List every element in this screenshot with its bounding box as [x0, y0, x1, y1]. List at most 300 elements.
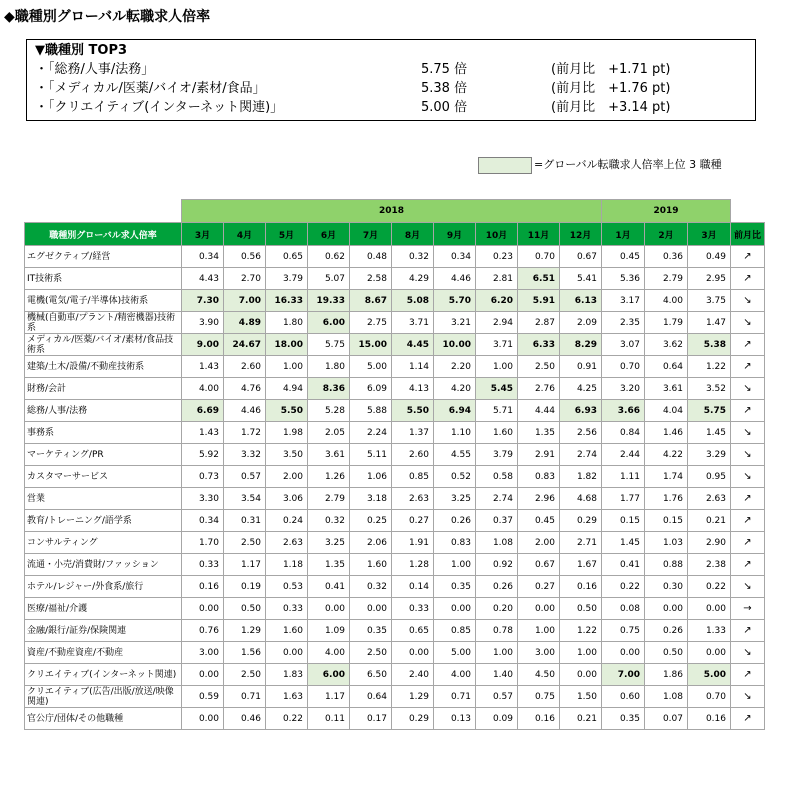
table-cell: 5.41 — [560, 268, 602, 290]
trend-arrow-icon: ↗ — [731, 356, 765, 378]
table-cell: 4.00 — [645, 290, 688, 312]
row-category: 官公庁/団体/その他職種 — [25, 708, 182, 730]
header-month: 1月 — [602, 223, 645, 246]
table-cell: 7.00 — [602, 664, 645, 686]
table-row — [25, 708, 765, 730]
table-cell: 2.05 — [308, 422, 350, 444]
table-cell: 5.88 — [350, 400, 392, 422]
table-cell: 2.63 — [688, 488, 731, 510]
table-cell: 0.50 — [560, 598, 602, 620]
trend-arrow-icon: ↘ — [731, 312, 765, 334]
table-cell: 0.84 — [602, 422, 645, 444]
table-cell: 6.69 — [182, 400, 224, 422]
row-category: 金融/銀行/証券/保険関連 — [25, 620, 182, 642]
table-cell: 4.22 — [645, 444, 688, 466]
table-cell: 0.07 — [645, 708, 688, 730]
table-cell: 0.36 — [645, 246, 688, 268]
table-cell: 8.67 — [350, 290, 392, 312]
trend-arrow-icon: ↗ — [731, 510, 765, 532]
table-cell: 2.00 — [518, 532, 560, 554]
table-cell: 2.63 — [392, 488, 434, 510]
table-cell: 0.45 — [602, 246, 645, 268]
table-cell: 1.70 — [182, 532, 224, 554]
table-cell: 2.74 — [476, 488, 518, 510]
table-cell: 0.46 — [224, 708, 266, 730]
table-cell: 0.00 — [560, 664, 602, 686]
table-cell: 0.75 — [518, 686, 560, 708]
table-cell: 0.24 — [266, 510, 308, 532]
table-cell: 0.17 — [350, 708, 392, 730]
table-cell: 6.00 — [308, 312, 350, 334]
row-category: カスタマーサービス — [25, 466, 182, 488]
trend-arrow-icon: ↘ — [731, 290, 765, 312]
header-month: 3月 — [182, 223, 224, 246]
table-cell: 3.30 — [182, 488, 224, 510]
table-cell: 0.52 — [434, 466, 476, 488]
table-cell: 0.27 — [392, 510, 434, 532]
table-cell: 1.63 — [266, 686, 308, 708]
table-cell: 4.29 — [392, 268, 434, 290]
table-cell: 0.78 — [476, 620, 518, 642]
table-cell: 4.00 — [182, 378, 224, 400]
table-cell: 10.00 — [434, 334, 476, 356]
table-cell: 1.98 — [266, 422, 308, 444]
table-cell: 5.50 — [266, 400, 308, 422]
table-cell: 2.24 — [350, 422, 392, 444]
table-cell: 0.00 — [392, 642, 434, 664]
table-cell: 3.32 — [224, 444, 266, 466]
trend-arrow-icon: → — [731, 598, 765, 620]
table-cell: 0.58 — [476, 466, 518, 488]
table-cell: 4.45 — [392, 334, 434, 356]
table-cell: 4.68 — [560, 488, 602, 510]
top3-category: ・「クリエイティブ(インターネット関連)」 — [35, 100, 284, 115]
table-cell: 0.45 — [518, 510, 560, 532]
table-row — [25, 334, 765, 356]
table-cell: 0.85 — [392, 466, 434, 488]
table-cell: 5.92 — [182, 444, 224, 466]
table-row — [25, 598, 765, 620]
table-cell: 7.00 — [224, 290, 266, 312]
table-cell: 0.00 — [518, 598, 560, 620]
table-cell: 4.04 — [645, 400, 688, 422]
table-cell: 0.00 — [350, 598, 392, 620]
trend-arrow-icon: ↗ — [731, 554, 765, 576]
trend-arrow-icon: ↘ — [731, 576, 765, 598]
table-cell: 1.29 — [224, 620, 266, 642]
trend-arrow-icon: ↘ — [731, 444, 765, 466]
legend-swatch — [478, 157, 532, 174]
top3-category: ・「メディカル/医薬/バイオ/素材/食品」 — [35, 81, 266, 96]
header-month: 2月 — [645, 223, 688, 246]
table-cell: 0.56 — [224, 246, 266, 268]
header-mom: 前月比 — [731, 223, 765, 246]
table-cell: 5.08 — [392, 290, 434, 312]
table-cell: 0.91 — [560, 356, 602, 378]
row-category: IT技術系 — [25, 268, 182, 290]
year-header-2018: 2018 — [182, 200, 602, 223]
row-category: 教育/トレーニング/語学系 — [25, 510, 182, 532]
table-cell: 4.94 — [266, 378, 308, 400]
table-cell: 0.27 — [518, 576, 560, 598]
table-cell: 2.79 — [308, 488, 350, 510]
row-category: 流通・小売/消費財/ファッション — [25, 554, 182, 576]
trend-arrow-icon: ↗ — [731, 268, 765, 290]
table-cell: 0.23 — [476, 246, 518, 268]
table-cell: 5.28 — [308, 400, 350, 422]
table-cell: 4.43 — [182, 268, 224, 290]
table-cell: 0.50 — [224, 598, 266, 620]
row-category: ホテル/レジャー/外食系/旅行 — [25, 576, 182, 598]
table-cell: 0.95 — [688, 466, 731, 488]
table-cell: 1.46 — [645, 422, 688, 444]
table-cell: 4.55 — [434, 444, 476, 466]
table-cell: 0.00 — [645, 598, 688, 620]
table-row — [25, 422, 765, 444]
table-cell: 1.00 — [560, 642, 602, 664]
table-cell: 0.26 — [434, 510, 476, 532]
top3-change: (前月比 +3.14 pt) — [551, 100, 671, 115]
table-cell: 3.29 — [688, 444, 731, 466]
row-category: 営業 — [25, 488, 182, 510]
table-cell: 1.60 — [350, 554, 392, 576]
table-cell: 0.71 — [224, 686, 266, 708]
table-cell: 5.07 — [308, 268, 350, 290]
top3-summary-box — [26, 39, 756, 121]
header-month: 11月 — [518, 223, 560, 246]
table-row — [25, 246, 765, 268]
table-cell: 1.00 — [266, 356, 308, 378]
table-cell: 0.34 — [182, 246, 224, 268]
top3-row — [35, 79, 747, 98]
table-cell: 0.37 — [476, 510, 518, 532]
table-cell: 0.16 — [560, 576, 602, 598]
table-cell: 1.00 — [518, 620, 560, 642]
table-cell: 5.75 — [688, 400, 731, 422]
header-month: 3月 — [688, 223, 731, 246]
table-cell: 5.36 — [602, 268, 645, 290]
table-cell: 1.03 — [645, 532, 688, 554]
table-cell: 0.00 — [182, 598, 224, 620]
table-cell: 0.83 — [434, 532, 476, 554]
table-cell: 1.80 — [266, 312, 308, 334]
trend-arrow-icon: ↗ — [731, 708, 765, 730]
table-cell: 16.33 — [266, 290, 308, 312]
table-cell: 3.07 — [602, 334, 645, 356]
table-cell: 2.58 — [350, 268, 392, 290]
table-cell: 2.71 — [560, 532, 602, 554]
top3-value: 5.38 倍 — [421, 81, 468, 96]
table-cell: 6.94 — [434, 400, 476, 422]
table-cell: 4.25 — [560, 378, 602, 400]
table-cell: 5.75 — [308, 334, 350, 356]
table-cell: 0.00 — [602, 642, 645, 664]
table-cell: 1.28 — [392, 554, 434, 576]
table-cell: 1.43 — [182, 422, 224, 444]
table-row — [25, 488, 765, 510]
table-cell: 0.16 — [688, 708, 731, 730]
table-cell: 0.33 — [392, 598, 434, 620]
table-cell: 0.20 — [476, 598, 518, 620]
table-cell: 0.70 — [518, 246, 560, 268]
table-cell: 3.52 — [688, 378, 731, 400]
header-month: 9月 — [434, 223, 476, 246]
table-cell: 3.17 — [602, 290, 645, 312]
table-row — [25, 532, 765, 554]
table-cell: 1.22 — [560, 620, 602, 642]
row-category: クリエイティブ(広告/出版/放送/映像関連) — [25, 686, 182, 708]
table-cell: 8.36 — [308, 378, 350, 400]
table-cell: 1.35 — [518, 422, 560, 444]
table-cell: 2.20 — [434, 356, 476, 378]
header-month: 6月 — [308, 223, 350, 246]
header-corner — [25, 200, 182, 223]
top3-change: (前月比 +1.71 pt) — [551, 62, 671, 77]
top3-category: ・「総務/人事/法務」 — [35, 62, 155, 77]
row-category: 機械(自動車/プラント/精密機器)技術系 — [25, 312, 182, 334]
table-cell: 1.83 — [266, 664, 308, 686]
table-cell: 2.09 — [560, 312, 602, 334]
table-cell: 2.75 — [350, 312, 392, 334]
table-cell: 4.76 — [224, 378, 266, 400]
header-month: 5月 — [266, 223, 308, 246]
table-row — [25, 444, 765, 466]
table-cell: 0.00 — [688, 642, 731, 664]
row-category: クリエイティブ(インターネット関連) — [25, 664, 182, 686]
table-cell: 3.00 — [518, 642, 560, 664]
table-cell: 0.25 — [350, 510, 392, 532]
table-cell: 0.21 — [688, 510, 731, 532]
trend-arrow-icon: ↗ — [731, 334, 765, 356]
table-cell: 4.44 — [518, 400, 560, 422]
table-cell: 4.20 — [434, 378, 476, 400]
table-cell: 6.13 — [560, 290, 602, 312]
table-cell: 0.49 — [688, 246, 731, 268]
table-cell: 5.00 — [350, 356, 392, 378]
row-category: エグゼクティブ/経営 — [25, 246, 182, 268]
row-category: 電機(電気/電子/半導体)技術系 — [25, 290, 182, 312]
table-cell: 15.00 — [350, 334, 392, 356]
table-cell: 3.18 — [350, 488, 392, 510]
table-cell: 5.00 — [434, 642, 476, 664]
table-row — [25, 400, 765, 422]
header-month: 7月 — [350, 223, 392, 246]
table-cell: 3.71 — [392, 312, 434, 334]
top3-row — [35, 98, 747, 117]
row-category: 建築/土木/設備/不動産技術系 — [25, 356, 182, 378]
table-cell: 3.75 — [688, 290, 731, 312]
table-cell: 6.51 — [518, 268, 560, 290]
table-cell: 4.50 — [518, 664, 560, 686]
table-cell: 1.35 — [308, 554, 350, 576]
table-cell: 2.90 — [688, 532, 731, 554]
table-cell: 1.47 — [688, 312, 731, 334]
top3-value: 5.75 倍 — [421, 62, 468, 77]
table-cell: 0.83 — [518, 466, 560, 488]
table-cell: 7.30 — [182, 290, 224, 312]
table-cell: 1.10 — [434, 422, 476, 444]
header-blank — [731, 200, 765, 223]
page-title: ◆職種別グローバル転職求人倍率 — [4, 9, 211, 25]
table-cell: 0.00 — [182, 708, 224, 730]
table-cell: 1.74 — [645, 466, 688, 488]
table-cell: 0.00 — [266, 642, 308, 664]
table-cell: 5.70 — [434, 290, 476, 312]
trend-arrow-icon: ↗ — [731, 620, 765, 642]
table-cell: 1.18 — [266, 554, 308, 576]
trend-arrow-icon: ↗ — [731, 664, 765, 686]
table-cell: 3.21 — [434, 312, 476, 334]
table-cell: 2.60 — [392, 444, 434, 466]
table-cell: 2.79 — [645, 268, 688, 290]
table-cell: 0.33 — [266, 598, 308, 620]
table-cell: 0.00 — [308, 598, 350, 620]
table-cell: 1.43 — [182, 356, 224, 378]
table-cell: 1.08 — [645, 686, 688, 708]
table-row — [25, 510, 765, 532]
table-cell: 3.00 — [182, 642, 224, 664]
table-cell: 1.17 — [308, 686, 350, 708]
table-cell: 3.50 — [266, 444, 308, 466]
table-cell: 0.26 — [645, 620, 688, 642]
table-cell: 3.62 — [645, 334, 688, 356]
table-cell: 0.30 — [645, 576, 688, 598]
table-cell: 0.67 — [518, 554, 560, 576]
table-cell: 0.48 — [350, 246, 392, 268]
table-cell: 0.71 — [434, 686, 476, 708]
table-cell: 2.74 — [560, 444, 602, 466]
table-cell: 0.00 — [182, 664, 224, 686]
table-cell: 0.22 — [688, 576, 731, 598]
trend-arrow-icon: ↘ — [731, 466, 765, 488]
year-header-2019: 2019 — [602, 200, 731, 223]
table-row — [25, 620, 765, 642]
row-category: 総務/人事/法務 — [25, 400, 182, 422]
table-cell: 1.79 — [645, 312, 688, 334]
trend-arrow-icon: ↘ — [731, 686, 765, 708]
table-cell: 4.46 — [224, 400, 266, 422]
table-cell: 3.54 — [224, 488, 266, 510]
table-cell: 4.13 — [392, 378, 434, 400]
table-cell: 0.22 — [266, 708, 308, 730]
table-cell: 3.61 — [645, 378, 688, 400]
table-cell: 1.72 — [224, 422, 266, 444]
table-cell: 9.00 — [182, 334, 224, 356]
table-cell: 0.64 — [645, 356, 688, 378]
table-cell: 0.70 — [688, 686, 731, 708]
table-cell: 1.22 — [688, 356, 731, 378]
table-cell: 0.14 — [392, 576, 434, 598]
trend-arrow-icon: ↘ — [731, 422, 765, 444]
table-cell: 0.09 — [476, 708, 518, 730]
table-cell: 0.41 — [602, 554, 645, 576]
table-cell: 3.25 — [308, 532, 350, 554]
ratio-table — [24, 199, 765, 730]
table-cell: 0.53 — [266, 576, 308, 598]
table-cell: 3.79 — [266, 268, 308, 290]
table-cell: 0.57 — [224, 466, 266, 488]
table-cell: 2.38 — [688, 554, 731, 576]
table-cell: 3.06 — [266, 488, 308, 510]
table-cell: 0.70 — [602, 356, 645, 378]
table-cell: 0.29 — [392, 708, 434, 730]
table-cell: 0.31 — [224, 510, 266, 532]
table-cell: 0.15 — [645, 510, 688, 532]
table-cell: 1.33 — [688, 620, 731, 642]
table-cell: 2.35 — [602, 312, 645, 334]
table-cell: 0.57 — [476, 686, 518, 708]
table-cell: 0.34 — [182, 510, 224, 532]
row-category: コンサルティング — [25, 532, 182, 554]
table-cell: 0.60 — [602, 686, 645, 708]
table-cell: 0.35 — [350, 620, 392, 642]
top3-value: 5.00 倍 — [421, 100, 468, 115]
table-row — [25, 312, 765, 334]
table-cell: 6.33 — [518, 334, 560, 356]
table-cell: 0.08 — [602, 598, 645, 620]
table-cell: 2.50 — [224, 532, 266, 554]
table-cell: 5.00 — [688, 664, 731, 686]
row-category: メディカル/医薬/バイオ/素材/食品技術系 — [25, 334, 182, 356]
table-cell: 0.32 — [392, 246, 434, 268]
table-cell: 2.91 — [518, 444, 560, 466]
table-cell: 2.95 — [688, 268, 731, 290]
table-cell: 1.26 — [308, 466, 350, 488]
table-cell: 2.60 — [224, 356, 266, 378]
table-cell: 0.75 — [602, 620, 645, 642]
table-cell: 2.50 — [350, 642, 392, 664]
table-cell: 1.60 — [266, 620, 308, 642]
table-cell: 1.29 — [392, 686, 434, 708]
table-cell: 5.38 — [688, 334, 731, 356]
table-cell: 0.65 — [392, 620, 434, 642]
table-cell: 2.63 — [266, 532, 308, 554]
table-cell: 2.94 — [476, 312, 518, 334]
table-cell: 0.35 — [434, 576, 476, 598]
table-cell: 0.76 — [182, 620, 224, 642]
table-cell: 1.91 — [392, 532, 434, 554]
header-category: 職種別グローバル求人倍率 — [25, 223, 182, 246]
table-cell: 3.20 — [602, 378, 645, 400]
table-cell: 0.00 — [434, 598, 476, 620]
table-row — [25, 576, 765, 598]
table-cell: 1.11 — [602, 466, 645, 488]
table-cell: 19.33 — [308, 290, 350, 312]
table-cell: 5.71 — [476, 400, 518, 422]
table-cell: 2.81 — [476, 268, 518, 290]
table-cell: 6.93 — [560, 400, 602, 422]
table-row — [25, 378, 765, 400]
legend-label: =グローバル転職求人倍率上位 3 職種 — [534, 158, 722, 171]
table-cell: 2.50 — [518, 356, 560, 378]
trend-arrow-icon: ↗ — [731, 532, 765, 554]
table-cell: 3.25 — [434, 488, 476, 510]
table-cell: 5.45 — [476, 378, 518, 400]
table-row — [25, 268, 765, 290]
table-row — [25, 290, 765, 312]
table-cell: 2.40 — [392, 664, 434, 686]
table-cell: 1.06 — [350, 466, 392, 488]
table-cell: 0.64 — [350, 686, 392, 708]
table-cell: 0.29 — [560, 510, 602, 532]
table-cell: 1.56 — [224, 642, 266, 664]
trend-arrow-icon: ↘ — [731, 642, 765, 664]
table-cell: 0.88 — [645, 554, 688, 576]
table-cell: 0.41 — [308, 576, 350, 598]
table-cell: 1.08 — [476, 532, 518, 554]
trend-arrow-icon: ↗ — [731, 246, 765, 268]
table-cell: 2.56 — [560, 422, 602, 444]
